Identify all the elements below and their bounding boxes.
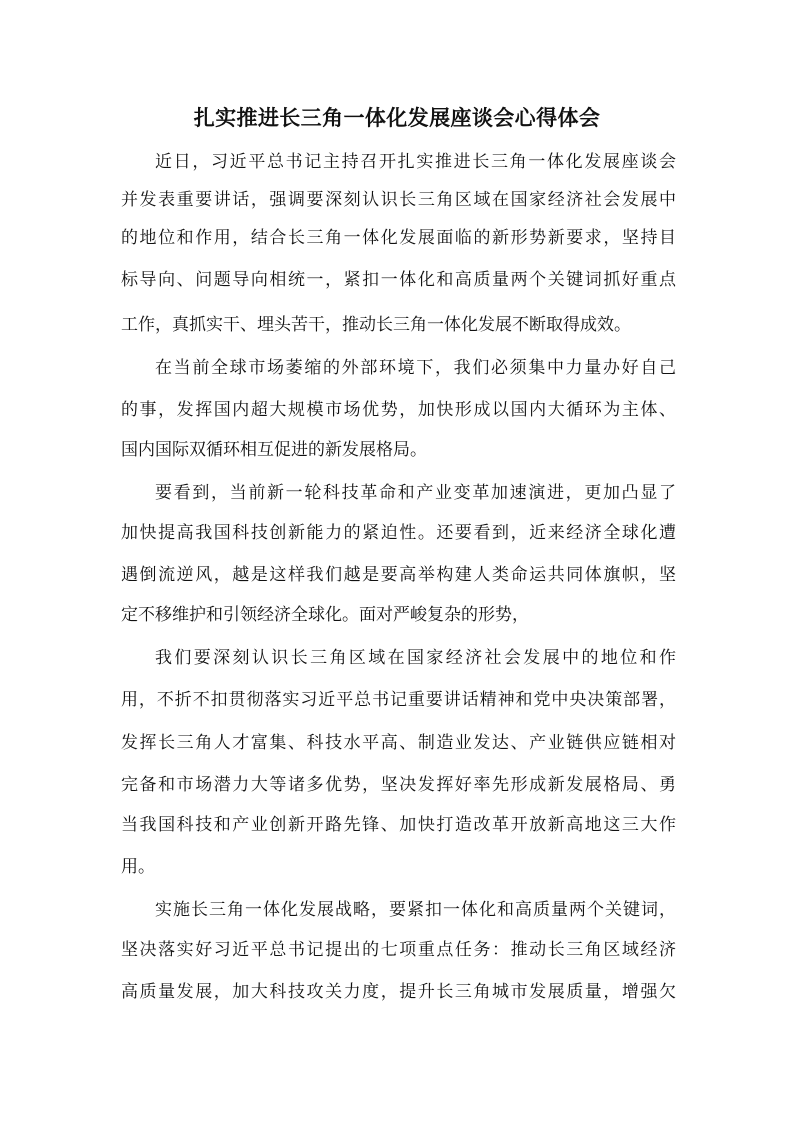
paragraph-3-line-1: 要看到，当前新一轮科技革命和产业变革加速演进，更加凸显了 (155, 483, 676, 503)
paragraph-5-line-3: 高质量发展，加大科技攻关力度，提升长三角城市发展质量，增强欠 (121, 982, 676, 1002)
paragraph-5-line-1: 实施长三角一体化发展战略，要紧扣一体化和高质量两个关键词， (155, 900, 676, 920)
paragraph-3-line-2: 加快提高我国科技创新能力的紧迫性。还要看到，近来经济全球化遭 (121, 523, 676, 543)
paragraph-2-line-1: 在当前全球市场萎缩的外部环境下，我们必须集中力量办好自己 (155, 358, 676, 378)
paragraph-3-line-3: 遇倒流逆风，越是这样我们越是要高举构建人类命运共同体旗帜，坚 (121, 565, 676, 585)
paragraph-4-line-2: 用，不折不扣贯彻落实习近平总书记重要讲话精神和党中央决策部署， (121, 690, 676, 710)
document-title: 扎实推进长三角一体化发展座谈会心得体会 (193, 106, 601, 130)
paragraph-4-line-4: 完备和市场潜力大等诸多优势，坚决发挥好率先形成新发展格局、勇 (121, 775, 676, 795)
paragraph-5-line-2: 坚决落实好习近平总书记提出的七项重点任务：推动长三角区域经济 (121, 940, 676, 960)
paragraph-2-line-3: 国内国际双循环相互促进的新发展格局。 (121, 440, 427, 460)
paragraph-4-line-3: 发挥长三角人才富集、科技水平高、制造业发达、产业链供应链相对 (121, 733, 676, 753)
paragraph-2-line-2: 的事，发挥国内超大规模市场优势，加快形成以国内大循环为主体、 (121, 400, 676, 420)
paragraph-3-line-4: 定不移维护和引领经济全球化。面对严峻复杂的形势， (121, 605, 529, 625)
paragraph-1-line-4: 标导向、问题导向相统一，紧扣一体化和高质量两个关键词抓好重点 (121, 270, 676, 290)
paragraph-1-line-2: 并发表重要讲话，强调要深刻认识长三角区域在国家经济社会发展中 (121, 190, 676, 210)
paragraph-4-line-6: 用。 (121, 857, 155, 877)
paragraph-4-line-1: 我们要深刻认识长三角区域在国家经济社会发展中的地位和作 (155, 648, 676, 668)
paragraph-1-line-5: 工作，真抓实干、埋头苦干，推动长三角一体化发展不断取得成效。 (121, 315, 631, 335)
paragraph-1-line-3: 的地位和作用，结合长三角一体化发展面临的新形势新要求，坚持目 (121, 228, 676, 248)
paragraph-4-line-5: 当我国科技和产业创新开路先锋、加快打造改革开放新高地这三大作 (121, 815, 676, 835)
paragraph-1-line-1: 近日，习近平总书记主持召开扎实推进长三角一体化发展座谈会 (155, 152, 676, 172)
